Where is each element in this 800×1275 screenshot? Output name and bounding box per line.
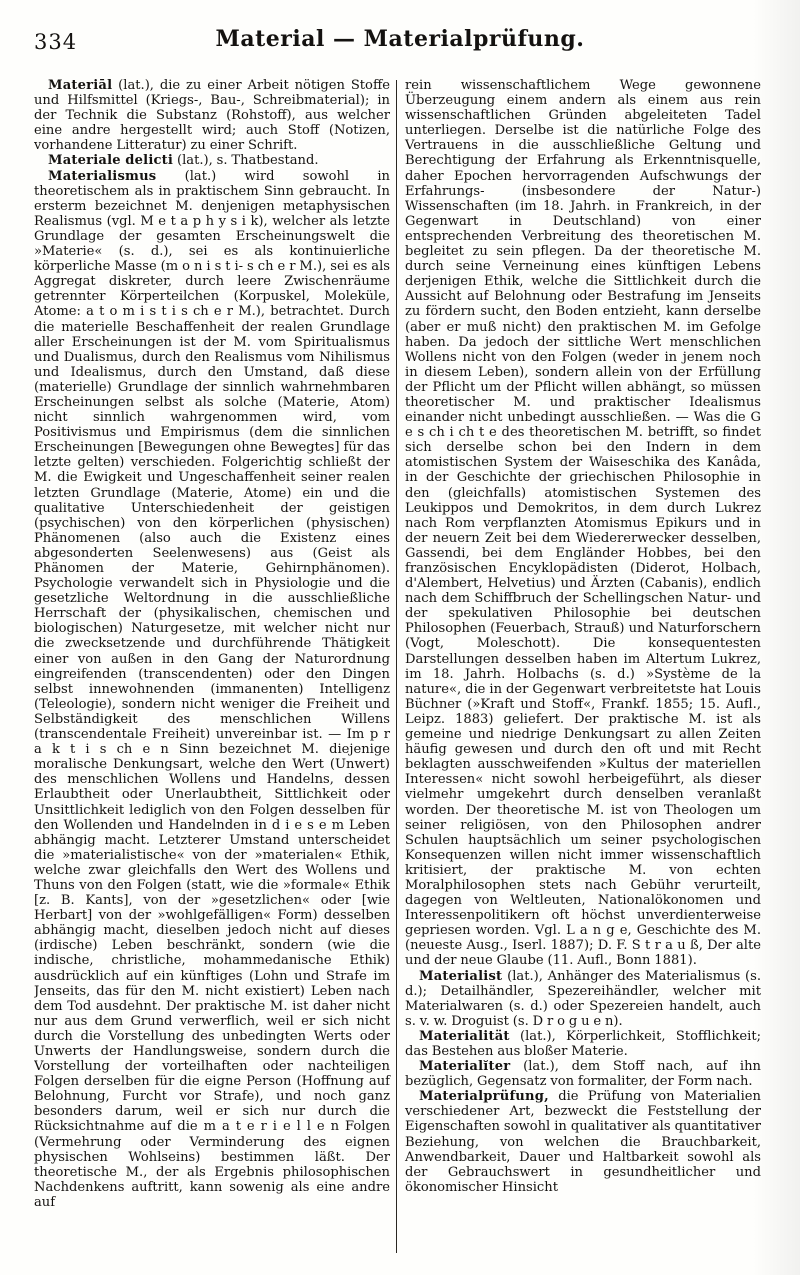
entry-materialismus — [34, 169, 390, 1210]
left-column — [34, 78, 395, 1253]
entry-term: Materialist — [419, 968, 503, 984]
right-column — [398, 78, 761, 1253]
entry-materiale-delicti — [34, 153, 390, 168]
column-divider-rule — [396, 80, 397, 1253]
entry-term: Materialĭter — [419, 1059, 511, 1075]
entry-text: (lat.), die zu einer Arbeit nötigen Stoffe und Hilfsmittel (Kriegs-, Bau-, Schreibmaterial); in der Technik die Substanz (Rohstoff), aus welcher eine andre hergestellt wird; auch Stoff (Notizen, vorhandene Litteratur) zu einer Schrift. — [34, 78, 390, 154]
entry-term: Materialprüfung, — [419, 1089, 549, 1105]
entry-text: (lat.), dem Stoff nach, auf ihn bezüglich, Gegensatz von formaliter, der Form nach. — [405, 1059, 761, 1090]
page-number: 334 — [34, 30, 78, 54]
entry-text: die Prüfung von Materialien verschiedener Art, bezweckt die Feststellung der Eigenschaften sowohl in qualitativer als quantitativer Beziehung, von welchen die Brauchbarkeit, Anwendbarkeit, Dauer und Haltbarkeit sowohl als der Gebrauchswert in gesundheitlicher und ökonomischer Hinsicht — [405, 1089, 761, 1195]
entry-materialist — [405, 969, 761, 1029]
entry-materialpruefung — [405, 1089, 761, 1195]
entry-term: Materialismus — [48, 168, 157, 184]
running-title: Material — Materialprüfung. — [215, 26, 585, 52]
entry-materialismus-continuation — [405, 78, 761, 969]
entry-material — [34, 78, 390, 153]
entry-text: (lat.) wird sowohl in theoretischem als in praktischem Sinn gebraucht. In ersterm bezeichnet M. denjenigen metaphysischen Realismus (vgl. M e t a p h y s i k), welcher als letzte Grundlage der gesamten Erscheinungswelt die »Materie« (s. d.), sei es als kontinuierliche körperliche Masse (m o n i s t i- s ch e r M.), sei es als Aggregat diskreter, durch leere Zwischenräume getrennter Körperteilchen (Korpuskel, Moleküle, Atome: a t o m i s t i s ch e r M.), betrachtet. Durch die materielle Beschaffenheit der realen Grundlage aller Erscheinungen ist der M. vom Spiritualismus und Dualismus, durch den Realismus vom Nihilismus und Idealismus, durch den Umstand, daß diese (materielle) Grundlage der sinnlich wahrnehmbaren Erscheinungen selbst als solche (Materie, Atom) nicht sinnlich wahrgenommen wird, vom Positivismus und Empirismus (dem die sinnlichen Erscheinungen [Bewegungen ohne Bewegtes] für das letzte gelten) verschieden. Folgerichtig schließt der M. die Ewigkeit und Ungeschaffenheit seiner realen letzten Grundlage (Materie, Atome) ein und die qualitative Unterschiedenheit der geistigen (psychischen) von den körperlichen (physischen) Phänomenen (also auch die Existenz eines abgesonderten Seelenwesens) aus (Geist als Phänomen der Materie, Gehirnphänomen). Psychologie verwandelt sich in Physiologie und die gesetzliche Weltordnung in die ausschließliche Herrschaft der (physikalischen, chemischen und biologischen) Naturgesetze, mit welcher nicht nur die zwecksetzende und durchführende Thätigkeit einer von außen in den Gang der Naturordnung eingreifenden (transcendenten) oder den Dingen selbst innewohnenden (immanenten) Intelligenz (Teleologie), sondern nicht weniger die Freiheit und Selbständigkeit des menschlichen Willens (transcendentale Freiheit) unvereinbar ist. — Im p r a k t i s ch e n Sinn bezeichnet M. diejenige moralische Denkungsart, welche den Wert (Unwert) des menschlichen Wollens und Handelns, dessen Erlaubtheit oder Unerlaubtheit, Sittlichkeit oder Unsittlichkeit lediglich von den Folgen desselben für den Wollenden und Handelnden in d i e s e m Leben abhängig macht. Letzterer Umstand unterscheidet die »materialistische« von der »materialen« Ethik, welche zwar gleichfalls den Wert des Wollens und Thuns von den Folgen (statt, wie die »formale« Ethik [z. B. Kants], von der »gesetzlichen« oder [wie Herbart] von der »wohlgefälligen« Form) desselben abhängig macht, dieselben jedoch nicht auf dieses (irdische) Leben beschränkt, sondern (wie die indische, christliche, mohammedanische Ethik) ausdrücklich auf ein künftiges (Lohn und Strafe im Jenseits, das für den M. nicht existiert) Leben nach dem Tod ausdehnt. Der praktische M. ist daher nicht nur aus dem Grund verwerflich, weil er sich nicht durch die Vorstellung des unbedingten Werts oder Unwerts der Handlungsweise, sondern durch die Vorstellung der vorteilhaften oder nachteiligen Folgen derselben für die eigne Person (Hoffnung auf Belohnung, Furcht vor Strafe), und noch ganz besonders darum, weil er sich nur durch die Rücksichtnahme auf die m a t e r i e l l e n Folgen (Vermehrung oder Verminderung des eignen physischen Wohlseins) bestimmen läßt. Der theoretische M., der als Ergebnis philosophischen Nachdenkens auftritt, kann sowenig als eine andre auf — [34, 168, 390, 1210]
entry-text: (lat.), s. Thatbestand. — [173, 153, 319, 169]
entry-text: (lat.), Anhänger des Materialismus (s. d.); Detailhändler, Spezereihändler, welcher mit Materialwaren (s. d.) oder Spezereien handelt, auch s. v. w. Droguist (s. D r o g u e n). — [405, 968, 761, 1029]
entry-term: Materiale delicti — [48, 153, 174, 169]
entry-materialiter — [405, 1059, 761, 1089]
two-column-text — [0, 72, 800, 1253]
entry-materialitaet — [405, 1029, 761, 1059]
entry-text: (lat.), Körperlichkeit, Stofflichkeit; das Bestehen aus bloßer Materie. — [405, 1028, 761, 1059]
page-header — [0, 26, 800, 72]
entry-term: Materialität — [419, 1028, 510, 1044]
entry-term: Materiāl — [48, 78, 113, 93]
entry-text: rein wissenschaftlichem Wege gewonnene Überzeugung einem andern als einem aus rein wissenschaftlichen Gründen abgeleiteten Tadel unterliegen. Derselbe ist die natürliche Folge des Vertrauens in die ausschließliche Geltung und Berechtigung der Erfahrung als Erkenntnisquelle, daher Epochen hervorragenden Aufschwungs der Erfahrungs- (insbesondere der Natur-) Wissenschaften (im 18. Jahrh. in Frankreich, in der Gegenwart in Deutschland) von einer entsprechenden Verbreitung des theoretischen M. begleitet zu sein pflegen. Da der theoretische M. durch seine Verneinung eines künftigen Lebens derjenigen Ethik, welche die Sittlichkeit durch die Aussicht auf Belohnung oder Bestrafung im Jenseits zu fördern sucht, den Boden entzieht, kann derselbe (aber er muß nicht) den praktischen M. im Gefolge haben. Da jedoch der sittliche Wert menschlichen Wollens nicht von den Folgen (weder in jenem noch in diesem Leben), sondern allein von der Erfüllung der Pflicht um der Pflicht willen abhängt, so müssen theoretischer M. und praktischer Idealismus einander nicht unbedingt ausschließen. — Was die G e s ch i ch t e des theoretischen M. betrifft, so findet sich derselbe schon bei den Indern in dem atomistischen System der Waiseschika des Kanâda, in der Geschichte der griechischen Philosophie in den (gleichfalls) atomistischen Systemen des Leukippos und Demokritos, in dem durch Lukrez nach Rom verpflanzten Atomismus Epikurs und in der neuern Zeit bei dem Wiedererwecker desselben, Gassendi, bei dem Engländer Hobbes, bei den französischen Encyklopädisten (Diderot, Holbach, d'Alembert, Helvetius) und Ärzten (Cabanis), endlich nach dem Schiffbruch der Schellingschen Natur- und der spekulativen Philosophie bei deutschen Philosophen (Feuerbach, Strauß) und Naturforschern (Vogt, Moleschott). Die konsequentesten Darstellungen desselben haben im Altertum Lukrez, im 18. Jahrh. Holbachs (s. d.) »Système de la nature«, die in der Gegenwart verbreitetste hat Louis Büchner (»Kraft und Stoff«, Frankf. 1855; 15. Aufl., Leipz. 1883) geliefert. Der praktische M. ist als gemeine und niedrige Denkungsart zu allen Zeiten häufig gewesen und durch den oft und mit Recht beklagten ausschweifenden »Kultus der materiellen Interessen« nicht sowohl herbeigeführt, als dieser vielmehr umgekehrt durch denselben veranlaßt worden. Der theoretische M. ist von Theologen um seiner religiösen, von den Philosophen andrer Schulen hauptsächlich um seiner psychologischen Konsequenzen willen nicht immer wissenschaftlich kritisiert, der praktische M. von echten Moralphilosophen stets nach Gebühr verurteilt, dagegen von Weltleuten, Nationalökonomen und Interessenpolitikern oft höchst unverdienterweise gepriesen worden. Vgl. L a n g e, Geschichte des M. (neueste Ausg., Iserl. 1887); D. F. S t r a u ß, Der alte und der neue Glaube (11. Aufl., Bonn 1881). — [405, 78, 761, 969]
